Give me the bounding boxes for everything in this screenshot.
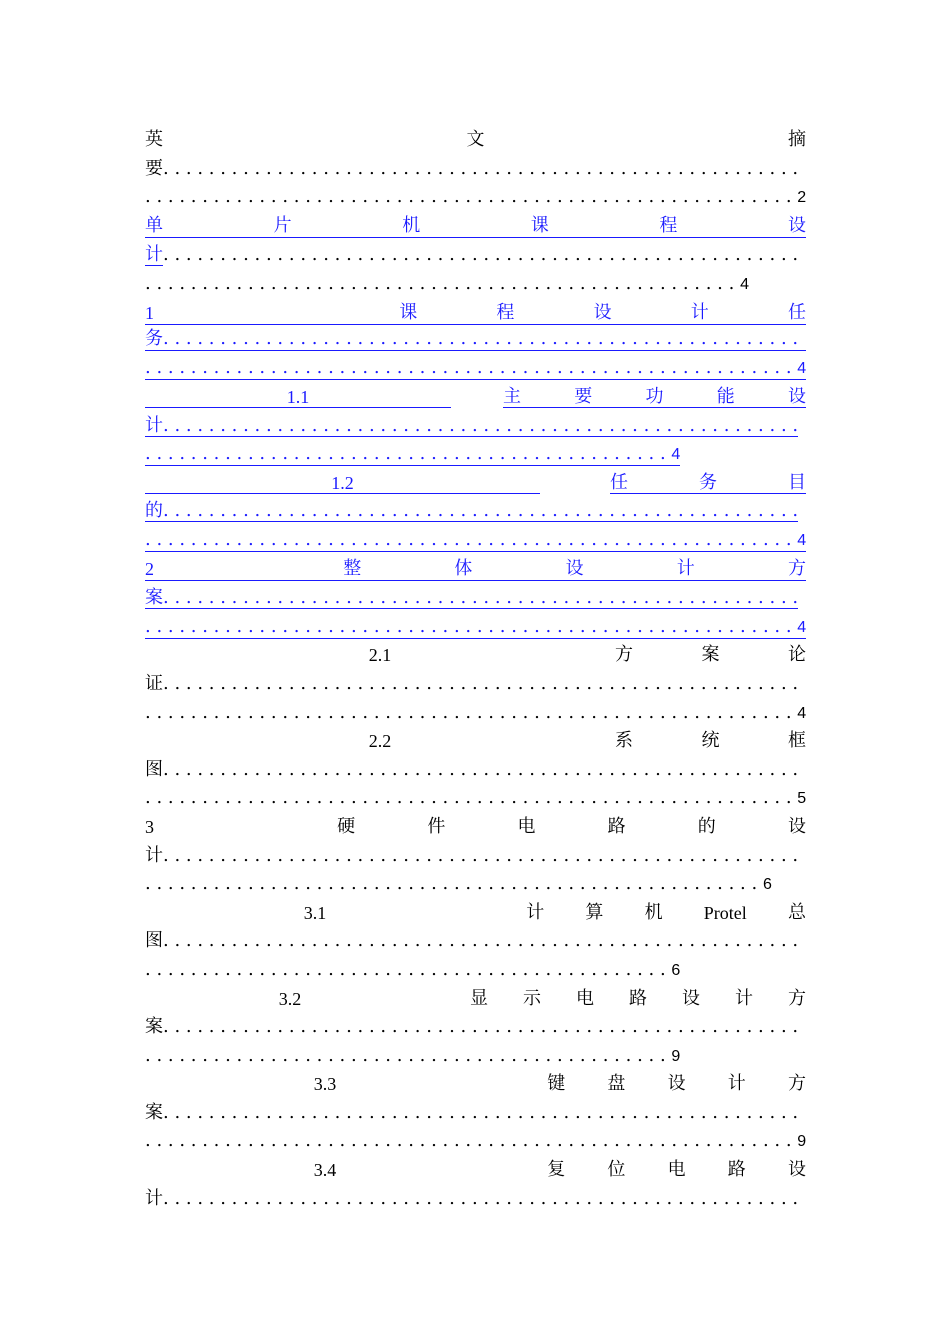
toc-title-line: 3.3 键 盘 设 计 方 [313, 1073, 806, 1095]
toc-page-number: 5 [797, 790, 807, 808]
toc-entry-3-hardware[interactable] [145, 813, 806, 899]
toc-leader-line: 计. . . . . . . . . . . . . . . . . . . . . . . . . . . . . . . . . . . . . . . . . . . . . . . . . . . . . . . . [145, 414, 799, 436]
toc-page-number: 4 [797, 704, 807, 722]
toc-entry-1-1[interactable] [145, 383, 806, 469]
toc-page-line: . . . . . . . . . . . . . . . . . . . . . . . . . . . . . . . . . . . . . . . . . . . . . . . . . . . . . . . . . 4 [145, 357, 807, 379]
toc-title-line: 3 硬 件 电 路 的 设 [145, 815, 806, 837]
toc-title-line: 1.2 任 务 目 [145, 469, 806, 498]
toc-entry-course-design[interactable] [145, 215, 806, 298]
toc-entry-1-task[interactable] [145, 302, 806, 383]
toc-page-line: . . . . . . . . . . . . . . . . . . . . . . . . . . . . . . . . . . . . . . . . . . . . . . 4 [145, 443, 681, 465]
toc-page-number: 6 [762, 876, 772, 894]
toc-page-number: 4 [797, 618, 807, 636]
toc-page-line: . . . . . . . . . . . . . . . . . . . . . . . . . . . . . . . . . . . . . . . . . . . . . . . . . . . . . . . . . 5 [145, 787, 807, 809]
toc-leader-line: 案. . . . . . . . . . . . . . . . . . . . . . . . . . . . . . . . . . . . . . . . . . . . . . . . . . . . . . . . [145, 1101, 799, 1123]
toc-leader-line: 要. . . . . . . . . . . . . . . . . . . . . . . . . . . . . . . . . . . . . . . . . . . . . . . . . . . . . . . . [145, 157, 799, 179]
toc-page-number: 4 [797, 360, 807, 378]
toc-page-line: . . . . . . . . . . . . . . . . . . . . . . . . . . . . . . . . . . . . . . . . . . . . . . . . . . . . . . . . . 4 [145, 529, 807, 551]
toc-page-line: . . . . . . . . . . . . . . . . . . . . . . . . . . . . . . . . . . . . . . . . . . . . . . . . . . . . . . . . . 9 [145, 1130, 807, 1152]
toc-page-line: . . . . . . . . . . . . . . . . . . . . . . . . . . . . . . . . . . . . . . . . . . . . . . . . . . . . . . . . . 2 [145, 186, 807, 208]
toc-title-line: 英 文 摘 [145, 129, 806, 150]
toc-leader-line: 计. . . . . . . . . . . . . . . . . . . . . . . . . . . . . . . . . . . . . . . . . . . . . . . . . . . . . . . . [145, 244, 799, 266]
toc-page-line: . . . . . . . . . . . . . . . . . . . . . . . . . . . . . . . . . . . . . . . . . . . . . . . . . . . . . . . . . 4 [145, 701, 807, 723]
toc-title-line: 单 片 机 课 程 设 [145, 215, 806, 237]
toc-page-line: . . . . . . . . . . . . . . . . . . . . . . . . . . . . . . . . . . . . . . . . . . . . . . 9 [145, 1044, 681, 1066]
toc-title-line: 2 整 体 设 计 方 [145, 557, 806, 579]
toc-page-number: 4 [671, 446, 681, 464]
toc-entry-1-2[interactable] [145, 469, 806, 555]
toc-page-number: 2 [797, 189, 807, 207]
toc-entry-3-2[interactable] [145, 985, 806, 1071]
toc-title-line: 3.4 复 位 电 路 设 [313, 1159, 806, 1181]
toc-leader-line: 证. . . . . . . . . . . . . . . . . . . . . . . . . . . . . . . . . . . . . . . . . . . . . . . . . . . . . . . . [145, 672, 799, 694]
toc-page-number: 9 [797, 1133, 807, 1151]
toc-title-line: 1.1 主 要 功 能 设 [145, 383, 806, 412]
toc-leader-line: 图. . . . . . . . . . . . . . . . . . . . . . . . . . . . . . . . . . . . . . . . . . . . . . . . . . . . . . . . [145, 758, 799, 780]
toc-page-line: . . . . . . . . . . . . . . . . . . . . . . . . . . . . . . . . . . . . . . . . . . . . . . . . . . . . 4 [145, 272, 749, 294]
toc-leader-line: 案. . . . . . . . . . . . . . . . . . . . . . . . . . . . . . . . . . . . . . . . . . . . . . . . . . . . . . . . [145, 587, 799, 609]
toc-leader-line: 务. . . . . . . . . . . . . . . . . . . . . . . . . . . . . . . . . . . . . . . . . . . . . . . . . . . . . . . . [145, 328, 806, 351]
toc-title-line: 3.1 计 算 机 Protel 总 [303, 901, 806, 923]
toc-page-number: 9 [671, 1047, 681, 1065]
toc-leader-line: 的. . . . . . . . . . . . . . . . . . . . . . . . . . . . . . . . . . . . . . . . . . . . . . . . . . . . . . . . [145, 500, 799, 522]
toc-entry-2-1[interactable] [145, 641, 806, 727]
toc-entry-3-3[interactable] [145, 1070, 806, 1156]
toc-entry-2-overall[interactable] [145, 558, 806, 641]
toc-page-number: 6 [671, 961, 681, 979]
toc-title-line: 1 课 程 设 计 任 [145, 301, 806, 323]
toc-leader-line: 图. . . . . . . . . . . . . . . . . . . . . . . . . . . . . . . . . . . . . . . . . . . . . . . . . . . . . . . . [145, 930, 799, 952]
toc-entry-2-2[interactable] [145, 727, 806, 813]
toc-leader-line: 计. . . . . . . . . . . . . . . . . . . . . . . . . . . . . . . . . . . . . . . . . . . . . . . . . . . . . . . . [145, 1187, 799, 1209]
toc-title-line: 3.2 显 示 电 路 设 计 方 [278, 987, 806, 1009]
toc-entry-abstract[interactable] [145, 126, 806, 212]
toc-page-line: . . . . . . . . . . . . . . . . . . . . . . . . . . . . . . . . . . . . . . . . . . . . . . . . . . . . . . 6 [145, 873, 772, 895]
toc-leader-line: 案. . . . . . . . . . . . . . . . . . . . . . . . . . . . . . . . . . . . . . . . . . . . . . . . . . . . . . . . [145, 1016, 799, 1038]
table-of-contents [145, 126, 806, 1213]
toc-title-line: 2.1 方 案 论 [368, 644, 806, 666]
toc-title-line: 2.2 系 统 框 [368, 730, 806, 752]
toc-page-line: . . . . . . . . . . . . . . . . . . . . . . . . . . . . . . . . . . . . . . . . . . . . . . 6 [145, 958, 681, 980]
toc-leader-line: 计. . . . . . . . . . . . . . . . . . . . . . . . . . . . . . . . . . . . . . . . . . . . . . . . . . . . . . . . [145, 844, 799, 866]
toc-entry-3-4[interactable] [145, 1156, 806, 1213]
toc-page-number: 4 [740, 275, 749, 293]
toc-page-line: . . . . . . . . . . . . . . . . . . . . . . . . . . . . . . . . . . . . . . . . . . . . . . . . . . . . . . . . . 4 [145, 615, 807, 637]
toc-page-number: 4 [797, 532, 807, 550]
toc-entry-3-1[interactable] [145, 899, 806, 985]
